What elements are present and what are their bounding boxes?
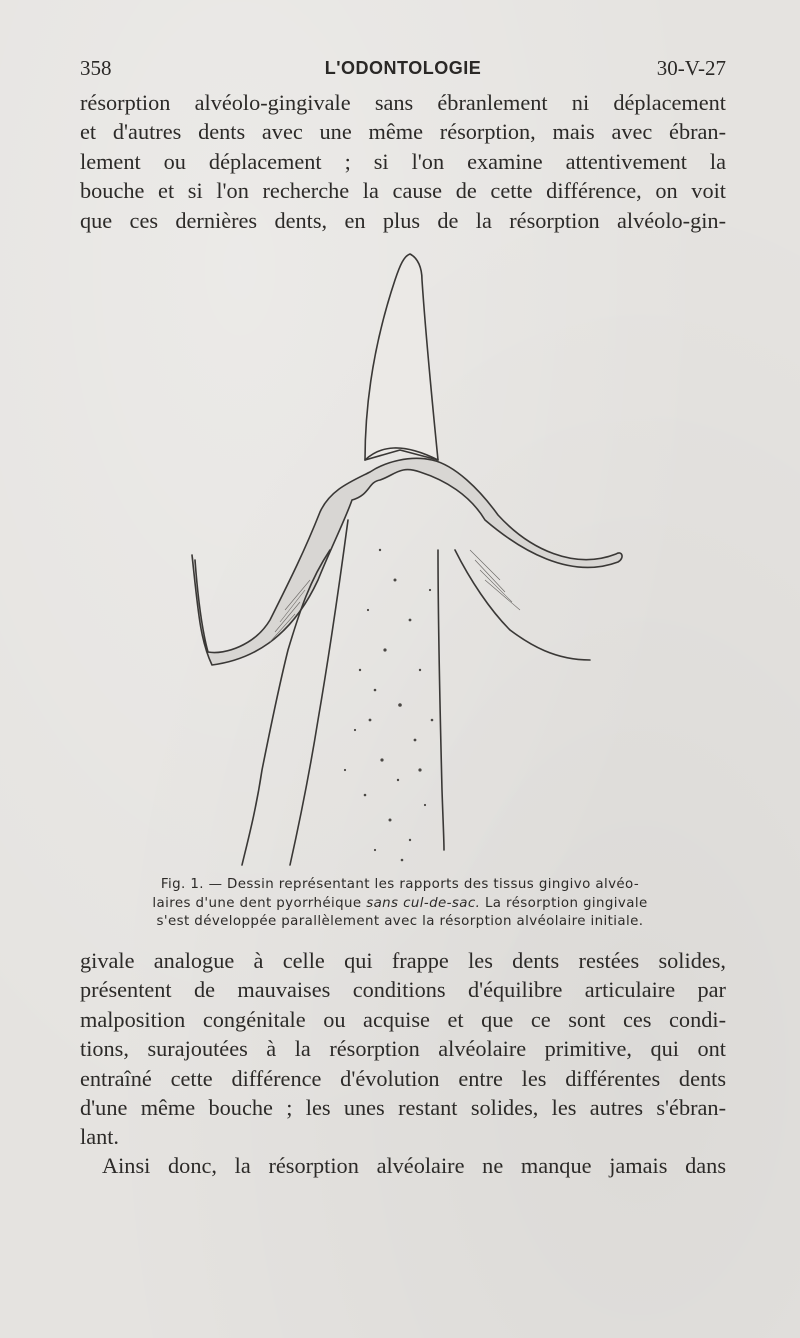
text-line: tions, surajoutées à la résorption alvéolaire primitive, qui ont [80,1036,726,1062]
root-right [438,550,444,850]
caption-line [118,876,682,895]
text-line: présentent de mauvaises conditions d'équilibre articulaire par [80,977,726,1003]
page-number: 358 [80,56,112,80]
text-line: et d'autres dents avec une même résorption, mais avec ébran- [80,119,726,145]
caption-line: s'est développée parallèlement avec la résorption alvéolaire initiale. [156,914,644,929]
text-line: d'une même bouche ; les unes restant solides, les autres s'ébran- [80,1095,726,1121]
text-line: lement ou déplacement ; si l'on examine attentivement la [80,148,726,174]
text-line: givale analogue à celle qui frappe les dents restées solides, [80,948,726,973]
caption-text: Dessin représentant les rapports des tissus gingivo alvéo- [227,877,640,892]
paragraph-2 [80,946,726,1152]
bone-texture [344,549,433,862]
caption-text: laires d'une dent pyorrhéique [152,895,362,911]
caption-text: La résorption gingivale [484,895,648,911]
text-line: résorption alvéolo-gingivale sans ébranlement ni déplacement [80,90,726,115]
text-line: que ces dernières dents, en plus de la résorption alvéolo-gin- [80,207,726,233]
text-line: Ainsi donc, la résorption alvéolaire ne manque jamais dans [102,1153,726,1178]
issue-date: 30-V-27 [656,56,726,80]
gingiva-left [192,458,622,665]
tooth-crown [365,254,438,460]
tooth-illustration [170,250,640,875]
running-header [80,56,726,86]
paragraph-1 [80,88,726,235]
journal-title: L'ODONTOLOGIE [324,58,482,78]
figure-label: Fig. 1. — [160,877,223,892]
paragraph-3 [80,1151,726,1180]
text-line: malposition congénitale ou acquise et que ce sont ces condi- [80,1006,726,1032]
caption-line [118,895,682,914]
text-line: bouche et si l'on recherche la cause de cette différence, on voit [80,178,726,204]
figure-caption [118,876,682,932]
text-line: entraîné cette différence d'évolution entre les différentes dents [80,1065,726,1091]
caption-italic: sans cul-de-sac. [366,895,481,911]
text-line: lant. [80,1124,120,1150]
